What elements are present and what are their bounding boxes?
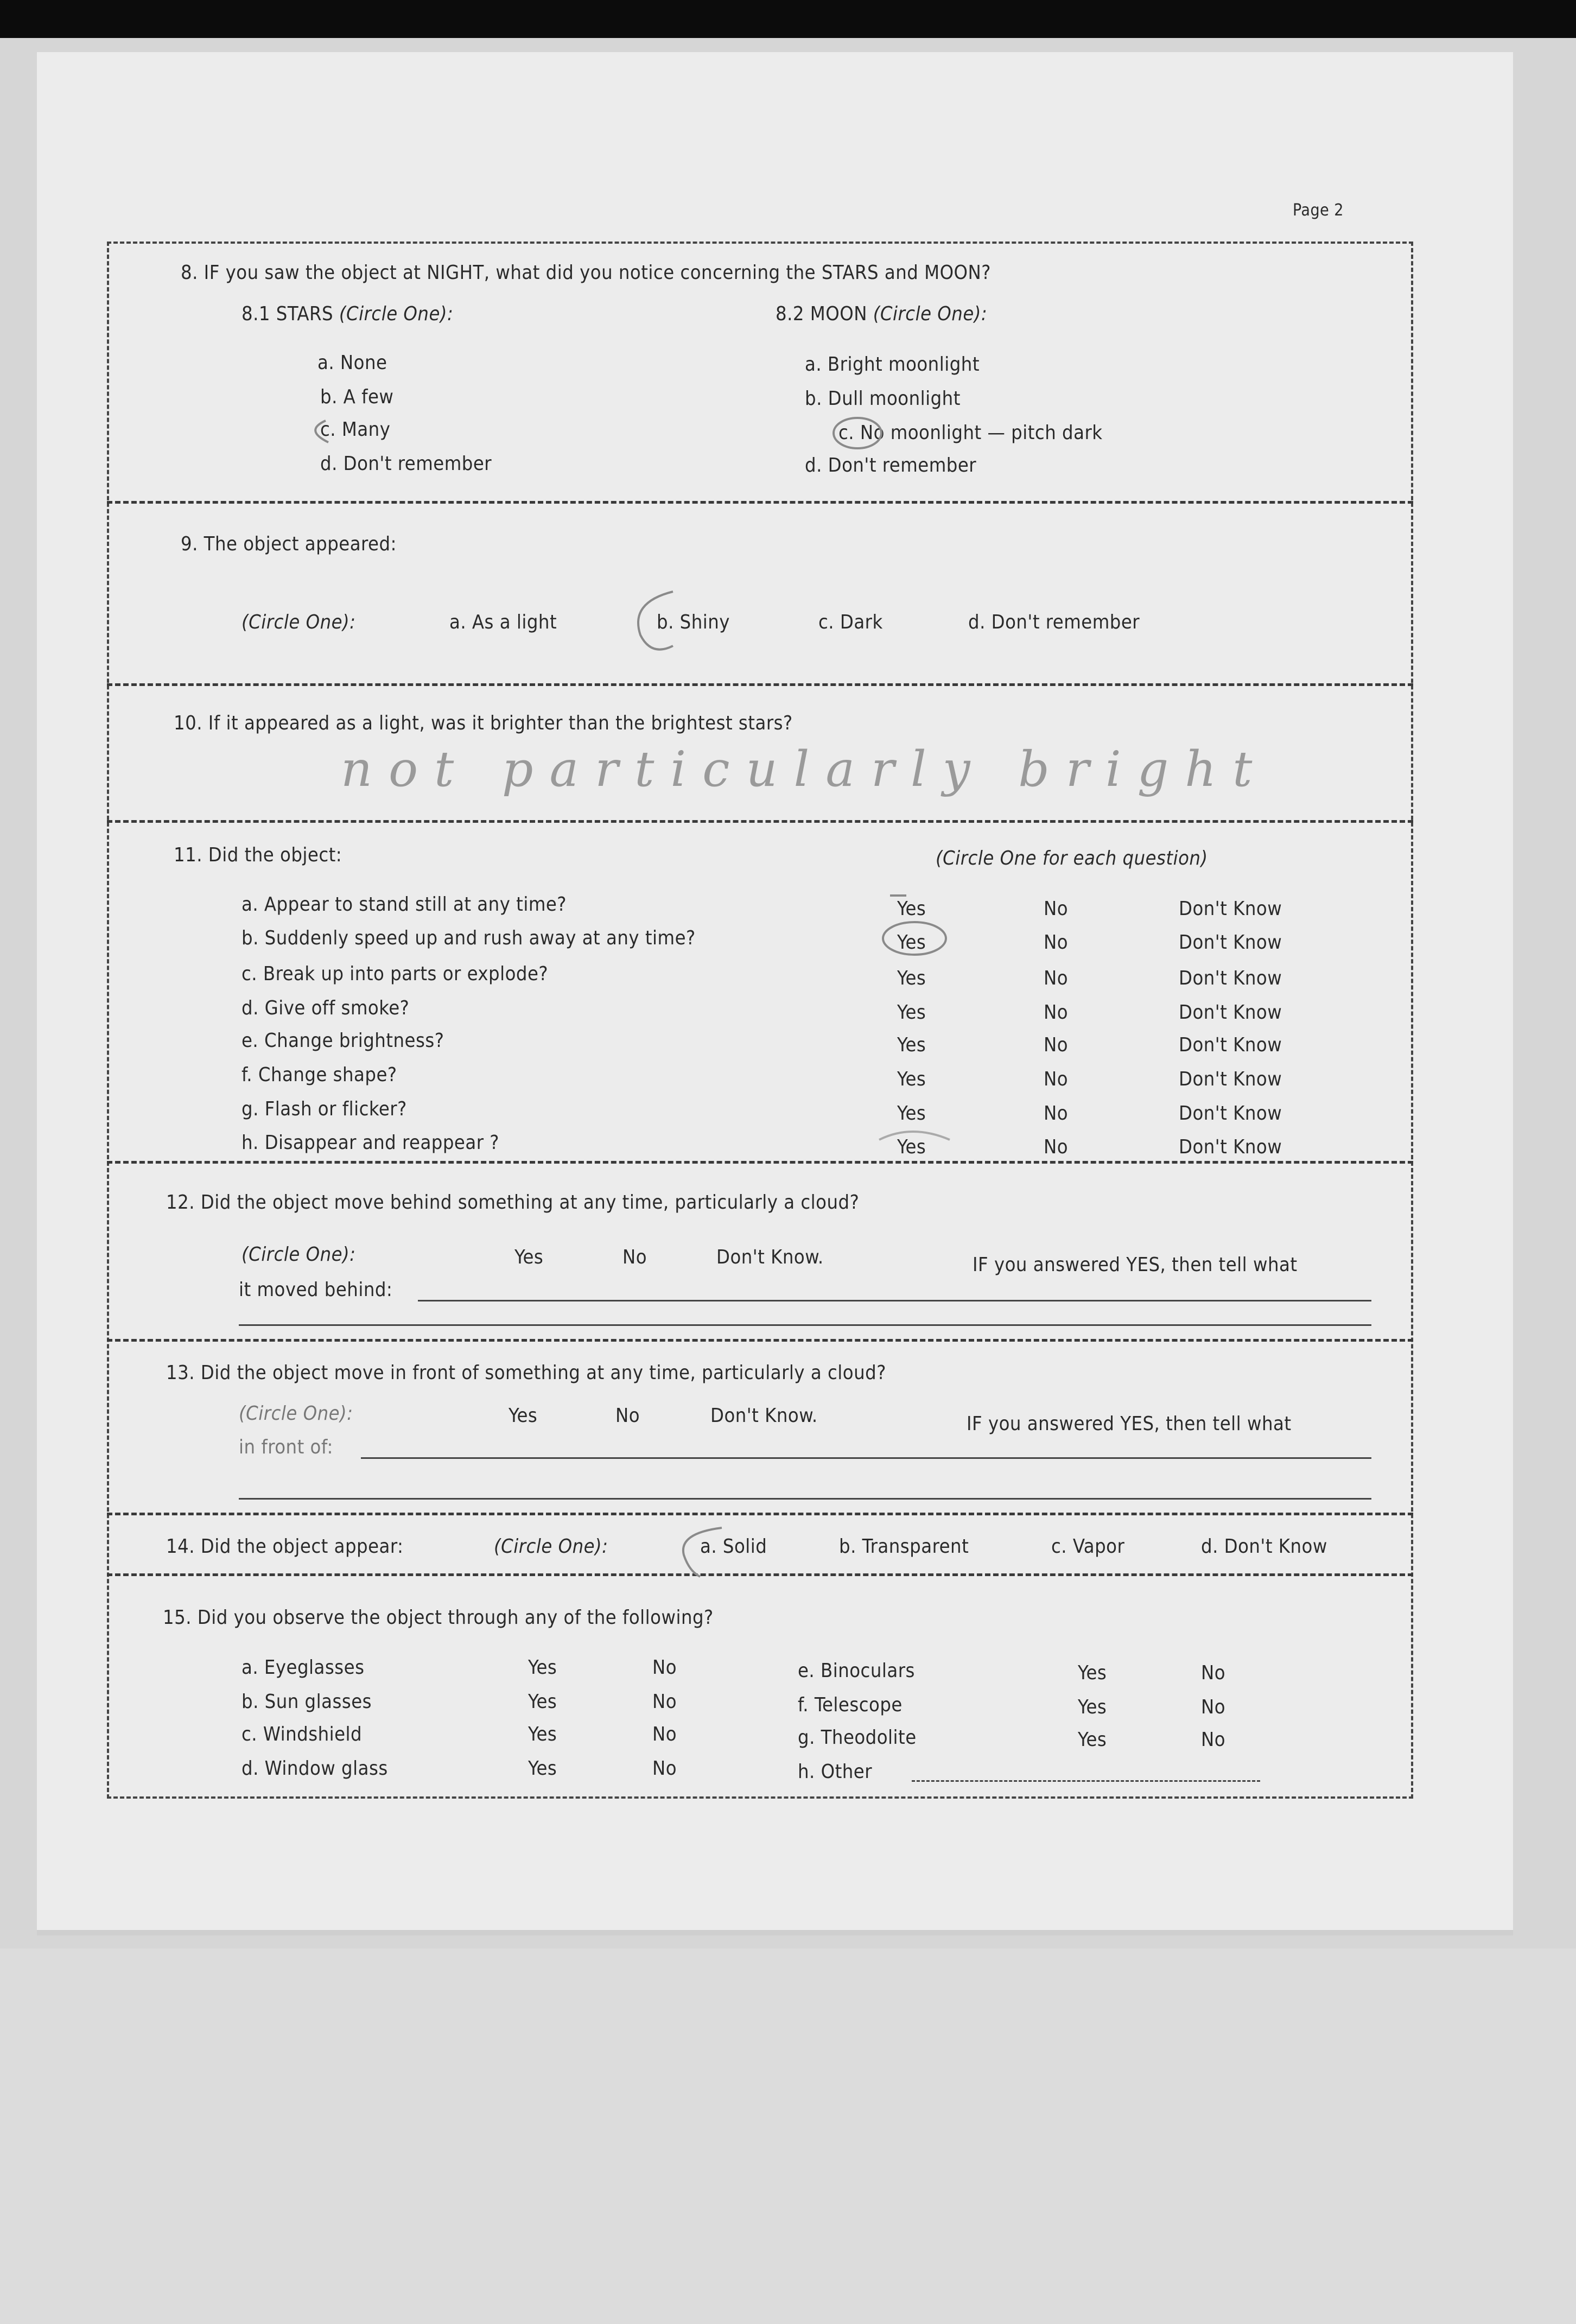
q12-field-label: it moved behind:: [239, 1279, 393, 1301]
answer-no[interactable]: No: [1044, 898, 1069, 920]
appearance-option[interactable]: a. As a light: [449, 611, 557, 633]
appearance-option-selected[interactable]: b. Shiny: [657, 611, 730, 633]
item-label: f. Telescope: [798, 1694, 903, 1716]
q13-option-yes[interactable]: Yes: [509, 1405, 538, 1427]
answer-yes[interactable]: Yes: [897, 967, 926, 989]
answer-no[interactable]: No: [1044, 1136, 1069, 1158]
answer-no[interactable]: No: [1044, 1034, 1069, 1056]
moon-heading-label: 8.2 MOON: [776, 303, 873, 325]
question-8-text: 8. IF you saw the object at NIGHT, what did you notice concerning the STARS and MOON?: [181, 262, 991, 284]
substance-option[interactable]: b. Transparent: [839, 1535, 969, 1558]
item-label: a. Appear to stand still at any time?: [242, 893, 567, 916]
q12-answer-line[interactable]: [418, 1300, 1371, 1301]
answer-yes[interactable]: Yes: [897, 931, 926, 954]
answer-no[interactable]: No: [1044, 1068, 1069, 1090]
answer-no[interactable]: No: [652, 1757, 677, 1780]
stars-heading: [242, 302, 453, 326]
q13-option-no[interactable]: No: [615, 1405, 640, 1427]
question-10-text: 10. If it appeared as a light, was it brighter than the brightest stars?: [174, 712, 793, 734]
divider: [107, 1573, 1413, 1576]
answer-no[interactable]: No: [652, 1691, 677, 1713]
answer-no[interactable]: No: [652, 1723, 677, 1745]
divider: [107, 683, 1413, 686]
item-label: h. Disappear and reappear ?: [242, 1132, 499, 1154]
appearance-option[interactable]: d. Don't remember: [968, 611, 1140, 633]
answer-no[interactable]: No: [1201, 1729, 1226, 1751]
scan-background: [0, 1948, 1576, 2324]
answer-dont-know[interactable]: Don't Know: [1179, 898, 1282, 920]
answer-yes[interactable]: Yes: [1078, 1696, 1107, 1718]
answer-dont-know[interactable]: Don't Know: [1179, 1001, 1282, 1024]
scan-border: [0, 0, 1576, 38]
answer-yes[interactable]: Yes: [897, 1068, 926, 1090]
item-label: e. Binoculars: [798, 1660, 915, 1682]
answer-yes[interactable]: Yes: [897, 1136, 926, 1158]
answer-yes[interactable]: Yes: [1078, 1662, 1107, 1684]
question-13-text: 13. Did the object move in front of something at any time, particularly a cloud?: [166, 1362, 886, 1384]
appearance-option[interactable]: c. Dark: [818, 611, 883, 633]
answer-yes[interactable]: Yes: [528, 1723, 557, 1745]
answer-no[interactable]: No: [1044, 967, 1069, 989]
other-answer-line[interactable]: [912, 1780, 1260, 1782]
answer-no[interactable]: No: [1044, 1102, 1069, 1125]
question-14-hint: (Circle One):: [494, 1535, 608, 1558]
question-12-hint: (Circle One):: [242, 1243, 356, 1266]
item-label: b. Suddenly speed up and rush away at any time?: [242, 927, 696, 949]
item-label: g. Theodolite: [798, 1726, 917, 1749]
stars-option[interactable]: a. None: [317, 352, 387, 374]
answer-no[interactable]: No: [1044, 931, 1069, 954]
answer-yes[interactable]: Yes: [897, 1102, 926, 1125]
moon-option[interactable]: a. Bright moonlight: [805, 353, 980, 376]
q12-followup: IF you answered YES, then tell what: [973, 1254, 1298, 1276]
divider: [107, 501, 1413, 504]
item-label: a. Eyeglasses: [242, 1656, 365, 1679]
substance-option-selected[interactable]: a. Solid: [700, 1535, 767, 1558]
question-12-text: 12. Did the object move behind something at any time, particularly a cloud?: [166, 1191, 860, 1214]
item-label: f. Change shape?: [242, 1064, 397, 1086]
question-11-text: 11. Did the object:: [174, 844, 342, 866]
divider: [107, 1161, 1413, 1164]
stars-option[interactable]: d. Don't remember: [320, 453, 492, 475]
page-number: Page 2: [1293, 201, 1344, 220]
answer-yes[interactable]: Yes: [528, 1757, 557, 1780]
answer-yes[interactable]: Yes: [897, 898, 926, 920]
answer-yes[interactable]: Yes: [1078, 1729, 1107, 1751]
handwritten-answer: not particularly bright: [341, 741, 1269, 798]
substance-option[interactable]: c. Vapor: [1051, 1535, 1125, 1558]
q12-answer-line[interactable]: [239, 1324, 1371, 1326]
answer-yes[interactable]: Yes: [897, 1034, 926, 1056]
substance-option[interactable]: d. Don't Know: [1201, 1535, 1327, 1558]
item-label: e. Change brightness?: [242, 1030, 444, 1052]
question-14-text: 14. Did the object appear:: [166, 1535, 404, 1558]
moon-option[interactable]: d. Don't remember: [805, 454, 977, 477]
moon-option[interactable]: b. Dull moonlight: [805, 388, 961, 410]
answer-yes[interactable]: Yes: [528, 1691, 557, 1713]
stars-option[interactable]: b. A few: [320, 386, 394, 408]
answer-dont-know[interactable]: Don't Know: [1179, 967, 1282, 989]
item-label: h. Other: [798, 1761, 873, 1783]
q13-option-dont-know[interactable]: Don't Know.: [710, 1405, 818, 1427]
answer-dont-know[interactable]: Don't Know: [1179, 1068, 1282, 1090]
moon-hint: (Circle One):: [873, 303, 988, 325]
stars-option-selected[interactable]: c. Many: [320, 418, 391, 441]
item-label: d. Give off smoke?: [242, 997, 410, 1019]
question-13-hint: (Circle One):: [239, 1402, 353, 1425]
answer-no[interactable]: No: [652, 1656, 677, 1679]
answer-dont-know[interactable]: Don't Know: [1179, 1034, 1282, 1056]
question-11-hint: (Circle One for each question): [936, 847, 1208, 869]
moon-option-selected[interactable]: c. No moonlight — pitch dark: [838, 422, 1103, 444]
answer-no[interactable]: No: [1201, 1696, 1226, 1718]
q13-field-label: in front of:: [239, 1436, 333, 1458]
moon-heading: [776, 302, 987, 326]
answer-dont-know[interactable]: Don't Know: [1179, 931, 1282, 954]
answer-yes[interactable]: Yes: [897, 1001, 926, 1024]
answer-yes[interactable]: Yes: [528, 1656, 557, 1679]
q13-answer-line[interactable]: [361, 1457, 1371, 1459]
q12-option-yes[interactable]: Yes: [514, 1246, 544, 1268]
stars-hint: (Circle One):: [339, 303, 454, 325]
q13-followup: IF you answered YES, then tell what: [967, 1413, 1292, 1435]
item-label: b. Sun glasses: [242, 1691, 372, 1713]
stars-heading-label: 8.1 STARS: [242, 303, 339, 325]
item-label: g. Flash or flicker?: [242, 1098, 407, 1120]
item-label: c. Windshield: [242, 1723, 363, 1745]
item-label: c. Break up into parts or explode?: [242, 963, 549, 985]
q13-answer-line[interactable]: [239, 1498, 1371, 1500]
item-label: d. Window glass: [242, 1757, 388, 1780]
divider: [107, 820, 1413, 823]
divider: [107, 1513, 1413, 1515]
question-9-text: 9. The object appeared:: [181, 533, 397, 555]
divider: [107, 1339, 1413, 1342]
answer-no[interactable]: No: [1044, 1001, 1069, 1024]
question-15-text: 15. Did you observe the object through any of the following?: [163, 1607, 714, 1629]
question-9-hint: (Circle One):: [242, 611, 356, 633]
q12-option-no[interactable]: No: [622, 1246, 647, 1268]
answer-no[interactable]: No: [1201, 1662, 1226, 1684]
answer-dont-know[interactable]: Don't Know: [1179, 1136, 1282, 1158]
answer-dont-know[interactable]: Don't Know: [1179, 1102, 1282, 1125]
q12-option-dont-know[interactable]: Don't Know.: [716, 1246, 824, 1268]
